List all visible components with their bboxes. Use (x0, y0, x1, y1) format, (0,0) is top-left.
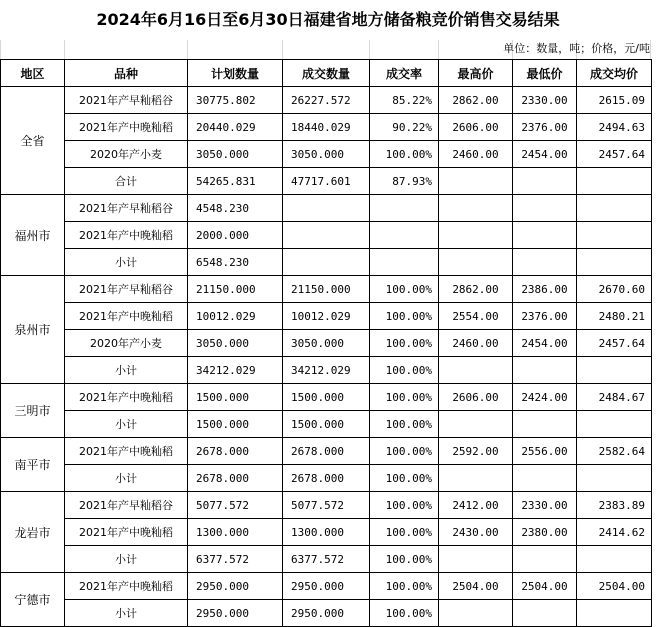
deal-qty-cell (283, 195, 370, 222)
low-price-cell (513, 168, 577, 195)
high-price-cell (439, 357, 513, 384)
deal-qty-cell: 6377.572 (283, 546, 370, 573)
avg-price-cell (577, 411, 652, 438)
product-cell: 2021年产中晚籼稻 (65, 384, 188, 411)
deal-rate-cell: 100.00% (370, 438, 439, 465)
deal-rate-cell: 100.00% (370, 546, 439, 573)
region-cell: 全省 (1, 87, 65, 195)
table-row (1, 303, 652, 330)
deal-qty-cell: 2950.000 (283, 600, 370, 627)
header-avg-price: 成交均价 (577, 60, 652, 87)
plan-qty-cell: 2000.000 (188, 222, 283, 249)
plan-qty-cell: 5077.572 (188, 492, 283, 519)
avg-price-cell (577, 357, 652, 384)
deal-qty-cell: 47717.601 (283, 168, 370, 195)
product-cell: 小计 (65, 546, 188, 573)
table-row (1, 276, 652, 303)
plan-qty-cell: 2678.000 (188, 465, 283, 492)
product-cell: 小计 (65, 357, 188, 384)
region-cell: 泉州市 (1, 276, 65, 384)
avg-price-cell: 2457.64 (577, 141, 652, 168)
deal-rate-cell: 90.22% (370, 114, 439, 141)
plan-qty-cell: 54265.831 (188, 168, 283, 195)
avg-price-cell (577, 465, 652, 492)
high-price-cell: 2606.00 (439, 114, 513, 141)
deal-rate-cell: 100.00% (370, 276, 439, 303)
high-price-cell: 2460.00 (439, 330, 513, 357)
table-row (1, 384, 652, 411)
deal-qty-cell (283, 249, 370, 276)
table-row (1, 222, 652, 249)
high-price-cell: 2412.00 (439, 492, 513, 519)
deal-qty-cell: 26227.572 (283, 87, 370, 114)
low-price-cell (513, 249, 577, 276)
low-price-cell: 2380.00 (513, 519, 577, 546)
high-price-cell: 2862.00 (439, 276, 513, 303)
deal-rate-cell: 100.00% (370, 573, 439, 600)
avg-price-cell: 2383.89 (577, 492, 652, 519)
region-cell: 福州市 (1, 195, 65, 276)
avg-price-cell (577, 195, 652, 222)
avg-price-cell (577, 168, 652, 195)
plan-qty-cell: 20440.029 (188, 114, 283, 141)
header-product: 品种 (65, 60, 188, 87)
avg-price-cell: 2414.62 (577, 519, 652, 546)
table-row (1, 249, 652, 276)
plan-qty-cell: 34212.029 (188, 357, 283, 384)
low-price-cell (513, 222, 577, 249)
avg-price-cell: 2457.64 (577, 330, 652, 357)
product-cell: 2021年产中晚籼稻 (65, 303, 188, 330)
header-high-price: 最高价 (439, 60, 513, 87)
deal-rate-cell: 100.00% (370, 411, 439, 438)
table-row (1, 465, 652, 492)
low-price-cell: 2330.00 (513, 87, 577, 114)
plan-qty-cell: 2678.000 (188, 438, 283, 465)
low-price-cell: 2504.00 (513, 573, 577, 600)
page-title: 2024年6月16日至6月30日福建省地方储备粮竞价销售交易结果 (96, 10, 560, 29)
high-price-cell: 2592.00 (439, 438, 513, 465)
deal-rate-cell: 87.93% (370, 168, 439, 195)
deal-rate-cell: 100.00% (370, 330, 439, 357)
deal-rate-cell: 100.00% (370, 303, 439, 330)
deal-rate-cell: 100.00% (370, 600, 439, 627)
avg-price-cell: 2480.21 (577, 303, 652, 330)
header-region: 地区 (1, 60, 65, 87)
plan-qty-cell: 21150.000 (188, 276, 283, 303)
deal-qty-cell: 3050.000 (283, 330, 370, 357)
high-price-cell: 2504.00 (439, 573, 513, 600)
table-row (1, 195, 652, 222)
product-cell: 小计 (65, 465, 188, 492)
product-cell: 2021年产早籼稻谷 (65, 195, 188, 222)
table-row (1, 519, 652, 546)
table-row (1, 357, 652, 384)
avg-price-cell (577, 546, 652, 573)
avg-price-cell: 2504.00 (577, 573, 652, 600)
table-row (1, 573, 652, 600)
plan-qty-cell: 10012.029 (188, 303, 283, 330)
product-cell: 小计 (65, 411, 188, 438)
table-row (1, 87, 652, 114)
table-row (1, 546, 652, 573)
deal-qty-cell: 3050.000 (283, 141, 370, 168)
deal-qty-cell: 21150.000 (283, 276, 370, 303)
high-price-cell (439, 600, 513, 627)
deal-qty-cell: 1500.000 (283, 411, 370, 438)
product-cell: 2021年产早籼稻谷 (65, 492, 188, 519)
product-cell: 2021年产早籼稻谷 (65, 87, 188, 114)
table-row (1, 330, 652, 357)
low-price-cell: 2424.00 (513, 384, 577, 411)
avg-price-cell: 2494.63 (577, 114, 652, 141)
deal-rate-cell (370, 222, 439, 249)
low-price-cell (513, 465, 577, 492)
low-price-cell: 2556.00 (513, 438, 577, 465)
deal-qty-cell: 1500.000 (283, 384, 370, 411)
avg-price-cell (577, 222, 652, 249)
deal-rate-cell: 85.22% (370, 87, 439, 114)
deal-qty-cell: 2950.000 (283, 573, 370, 600)
deal-qty-cell (283, 222, 370, 249)
product-cell: 2021年产中晚籼稻 (65, 438, 188, 465)
product-cell: 2020年产小麦 (65, 141, 188, 168)
plan-qty-cell: 6548.230 (188, 249, 283, 276)
high-price-cell (439, 249, 513, 276)
low-price-cell (513, 195, 577, 222)
deal-qty-cell: 34212.029 (283, 357, 370, 384)
header-deal-qty: 成交数量 (283, 60, 370, 87)
deal-rate-cell: 100.00% (370, 519, 439, 546)
deal-qty-cell: 2678.000 (283, 438, 370, 465)
avg-price-cell: 2484.67 (577, 384, 652, 411)
product-cell: 小计 (65, 249, 188, 276)
avg-price-cell (577, 600, 652, 627)
high-price-cell (439, 411, 513, 438)
region-cell: 三明市 (1, 384, 65, 438)
low-price-cell: 2330.00 (513, 492, 577, 519)
table-row (1, 411, 652, 438)
avg-price-cell: 2670.60 (577, 276, 652, 303)
plan-qty-cell: 30775.802 (188, 87, 283, 114)
header-low-price: 最低价 (513, 60, 577, 87)
product-cell: 2021年产中晚籼稻 (65, 573, 188, 600)
deal-qty-cell: 2678.000 (283, 465, 370, 492)
plan-qty-cell: 1300.000 (188, 519, 283, 546)
low-price-cell (513, 600, 577, 627)
high-price-cell: 2460.00 (439, 141, 513, 168)
low-price-cell (513, 411, 577, 438)
product-cell: 2020年产小麦 (65, 330, 188, 357)
region-cell: 龙岩市 (1, 492, 65, 573)
header-row (1, 60, 652, 87)
product-cell: 2021年产中晚籼稻 (65, 222, 188, 249)
plan-qty-cell: 3050.000 (188, 141, 283, 168)
table-body (1, 87, 652, 627)
high-price-cell: 2554.00 (439, 303, 513, 330)
high-price-cell (439, 168, 513, 195)
deal-qty-cell: 5077.572 (283, 492, 370, 519)
product-cell: 2021年产中晚籼稻 (65, 114, 188, 141)
low-price-cell (513, 357, 577, 384)
high-price-cell (439, 465, 513, 492)
plan-qty-cell: 3050.000 (188, 330, 283, 357)
deal-qty-cell: 18440.029 (283, 114, 370, 141)
region-cell: 南平市 (1, 438, 65, 492)
deal-qty-cell: 1300.000 (283, 519, 370, 546)
plan-qty-cell: 6377.572 (188, 546, 283, 573)
high-price-cell: 2430.00 (439, 519, 513, 546)
high-price-cell: 2862.00 (439, 87, 513, 114)
product-cell: 2021年产早籼稻谷 (65, 276, 188, 303)
table-row (1, 492, 652, 519)
results-table (0, 59, 652, 627)
high-price-cell (439, 222, 513, 249)
high-price-cell (439, 546, 513, 573)
header-deal-rate: 成交率 (370, 60, 439, 87)
low-price-cell: 2454.00 (513, 141, 577, 168)
low-price-cell: 2376.00 (513, 114, 577, 141)
low-price-cell: 2454.00 (513, 330, 577, 357)
high-price-cell (439, 195, 513, 222)
deal-rate-cell (370, 249, 439, 276)
product-cell: 合计 (65, 168, 188, 195)
plan-qty-cell: 1500.000 (188, 411, 283, 438)
plan-qty-cell: 1500.000 (188, 384, 283, 411)
deal-rate-cell: 100.00% (370, 465, 439, 492)
table-row (1, 600, 652, 627)
high-price-cell: 2606.00 (439, 384, 513, 411)
deal-rate-cell: 100.00% (370, 141, 439, 168)
avg-price-cell: 2615.09 (577, 87, 652, 114)
table-row (1, 168, 652, 195)
deal-qty-cell: 10012.029 (283, 303, 370, 330)
low-price-cell (513, 546, 577, 573)
unit-note: 单位：数量，吨；价格，元/吨 (503, 42, 650, 55)
deal-rate-cell: 100.00% (370, 357, 439, 384)
plan-qty-cell: 2950.000 (188, 573, 283, 600)
deal-rate-cell (370, 195, 439, 222)
plan-qty-cell: 2950.000 (188, 600, 283, 627)
low-price-cell: 2376.00 (513, 303, 577, 330)
table-row (1, 141, 652, 168)
avg-price-cell: 2582.64 (577, 438, 652, 465)
table-row (1, 438, 652, 465)
deal-rate-cell: 100.00% (370, 492, 439, 519)
low-price-cell: 2386.00 (513, 276, 577, 303)
product-cell: 2021年产中晚籼稻 (65, 519, 188, 546)
header-plan-qty: 计划数量 (188, 60, 283, 87)
deal-rate-cell: 100.00% (370, 384, 439, 411)
avg-price-cell (577, 249, 652, 276)
table-row (1, 114, 652, 141)
region-cell: 宁德市 (1, 573, 65, 627)
plan-qty-cell: 4548.230 (188, 195, 283, 222)
product-cell: 小计 (65, 600, 188, 627)
